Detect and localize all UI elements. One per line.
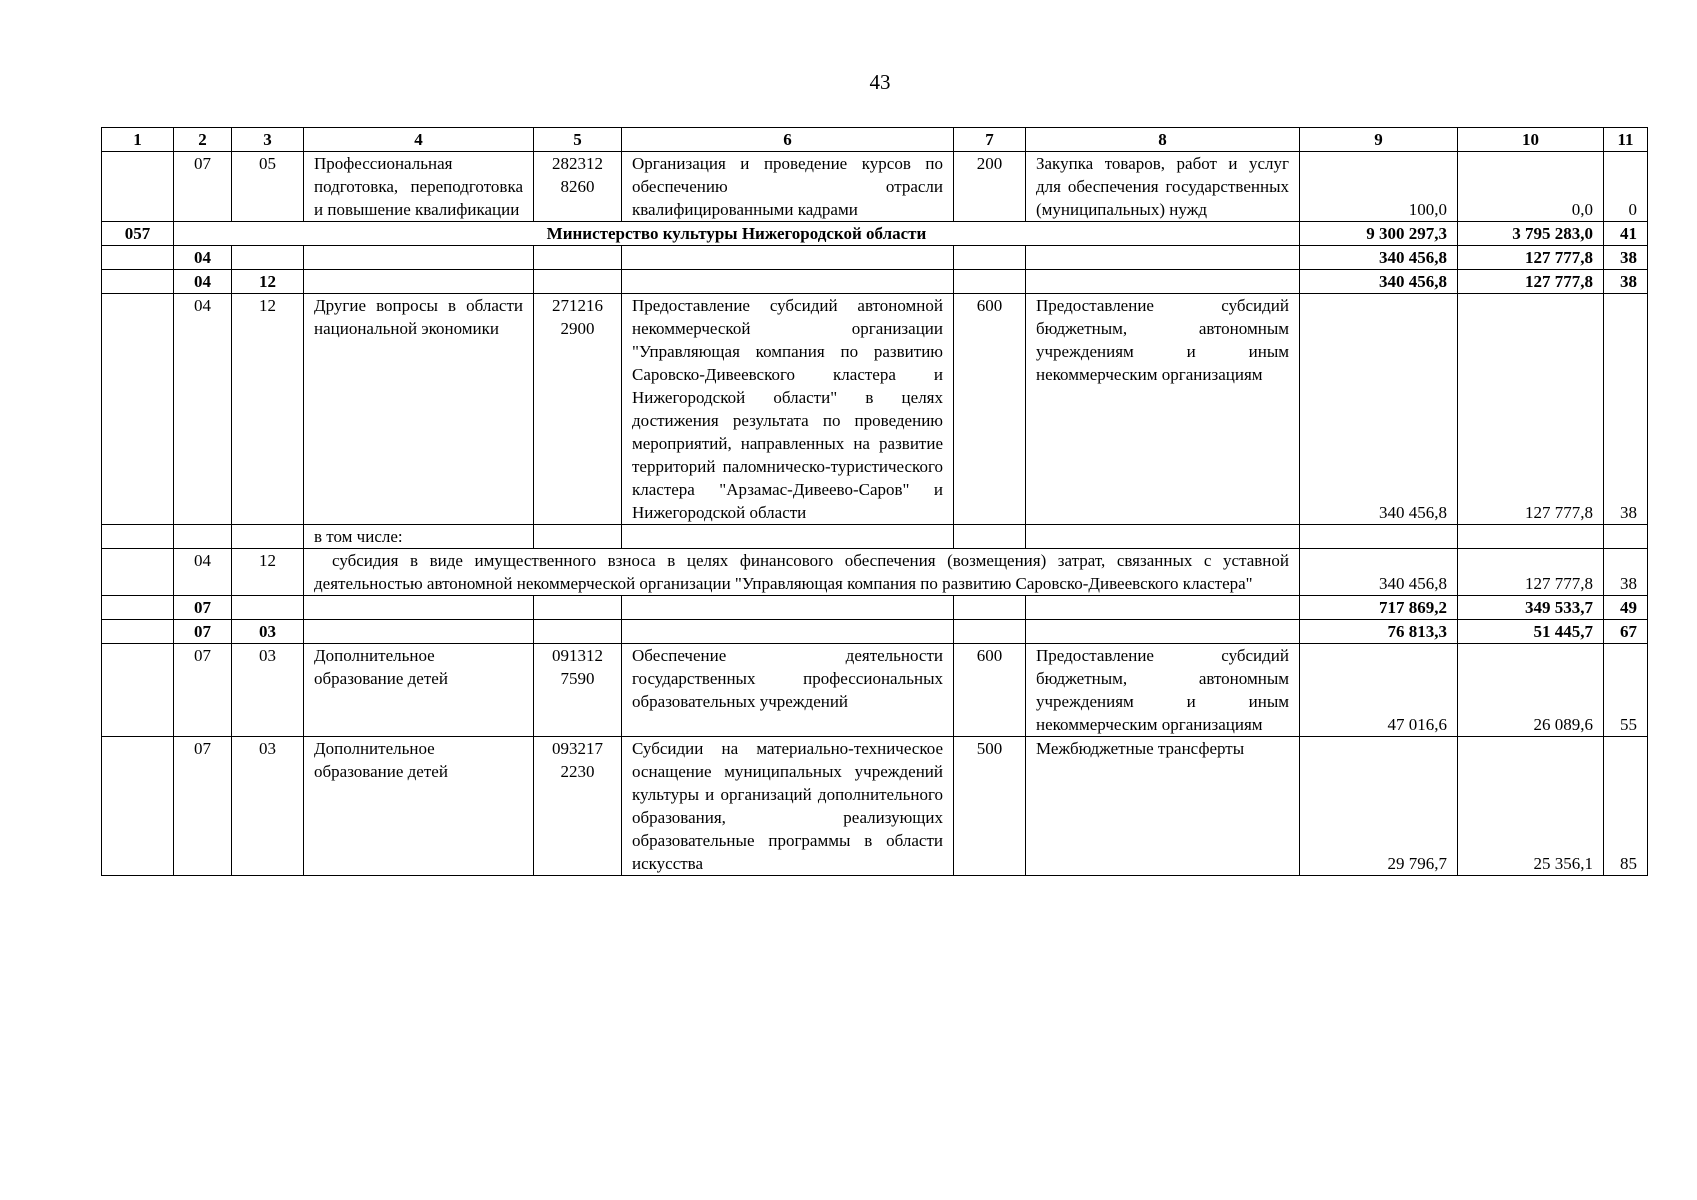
budget-table <box>101 127 1648 876</box>
cell-admin <box>102 294 174 525</box>
cell-admin <box>102 525 174 549</box>
cell-actual <box>1458 525 1604 549</box>
cell-plan: 76 813,3 <box>1300 620 1458 644</box>
cell-plan: 100,0 <box>1300 152 1458 222</box>
cell-subsection-name: Профессиональная подготовка, переподготовка и повышение квалификации <box>304 152 534 222</box>
cell-expense-code <box>954 620 1026 644</box>
cell-expense-name <box>1026 525 1300 549</box>
cell-expense-code: 200 <box>954 152 1026 222</box>
cell-section: 04 <box>174 294 232 525</box>
cell-expense-code <box>954 525 1026 549</box>
cell-target-name: Организация и проведение курсов по обеспечению отрасли квалифицированными кадрами <box>622 152 954 222</box>
cell-percent: 85 <box>1604 737 1648 876</box>
cell-subsection <box>232 246 304 270</box>
cell-subsection-name: Другие вопросы в области национальной экономики <box>304 294 534 525</box>
cell-actual: 349 533,7 <box>1458 596 1604 620</box>
header-cell: 5 <box>534 128 622 152</box>
cell-admin: 057 <box>102 222 174 246</box>
cell-plan: 340 456,8 <box>1300 246 1458 270</box>
cell-percent: 38 <box>1604 246 1648 270</box>
cell-section: 07 <box>174 620 232 644</box>
cell-expense-name <box>1026 270 1300 294</box>
cell-actual: 25 356,1 <box>1458 737 1604 876</box>
cell-actual: 51 445,7 <box>1458 620 1604 644</box>
cell-subsection: 12 <box>232 270 304 294</box>
cell-admin <box>102 620 174 644</box>
cell-admin <box>102 737 174 876</box>
header-cell: 4 <box>304 128 534 152</box>
cell-expense-name: Закупка товаров, работ и услуг для обеспечения государственных (муниципальных) нужд <box>1026 152 1300 222</box>
header-cell: 1 <box>102 128 174 152</box>
cell-section <box>174 525 232 549</box>
header-cell: 7 <box>954 128 1026 152</box>
cell-target-code: 271216 2900 <box>534 294 622 525</box>
cell-section: 04 <box>174 246 232 270</box>
cell-subsidy-description: субсидия в виде имущественного взноса в целях финансового обеспечения (возмещения) затрат, связанных с уставной деятельностью автономной некоммерческой организации "Управляющая компания по развитию Саровско-Дивеевского кластера" <box>304 549 1300 596</box>
cell-expense-name: Предоставление субсидий бюджетным, автономным учреждениям и иным некоммерческим организациям <box>1026 294 1300 525</box>
cell-subsection: 03 <box>232 644 304 737</box>
table-row-subsection-total <box>102 270 1648 294</box>
cell-percent <box>1604 525 1648 549</box>
cell-expense-name: Предоставление субсидий бюджетным, автономным учреждениям и иным некоммерческим организациям <box>1026 644 1300 737</box>
cell-percent: 67 <box>1604 620 1648 644</box>
cell-admin <box>102 270 174 294</box>
table-row-subsection-total <box>102 620 1648 644</box>
header-cell: 11 <box>1604 128 1648 152</box>
table-row-section-total <box>102 246 1648 270</box>
cell-target-name: Предоставление субсидий автономной некоммерческой организации "Управляющая компания по развитию Саровско-Дивеевского кластера и Нижегородской области" в целях достижения результата по проведению мероприятий, направленных на развитие территорий паломническо-туристического кластера "Арзамас-Дивеево-Саров" и Нижегородской области <box>622 294 954 525</box>
cell-expense-code <box>954 596 1026 620</box>
cell-subsection-name <box>304 620 534 644</box>
cell-target-name: Обеспечение деятельности государственных профессиональных образовательных учреждений <box>622 644 954 737</box>
page-number: 43 <box>869 70 891 94</box>
cell-admin <box>102 596 174 620</box>
header-cell: 2 <box>174 128 232 152</box>
cell-subsection: 12 <box>232 294 304 525</box>
cell-subsection: 03 <box>232 737 304 876</box>
table-row <box>102 152 1648 222</box>
cell-target-code <box>534 620 622 644</box>
cell-plan: 340 456,8 <box>1300 549 1458 596</box>
cell-plan: 9 300 297,3 <box>1300 222 1458 246</box>
cell-actual: 127 777,8 <box>1458 549 1604 596</box>
cell-plan: 717 869,2 <box>1300 596 1458 620</box>
cell-percent: 38 <box>1604 294 1648 525</box>
header-cell: 9 <box>1300 128 1458 152</box>
cell-target-code <box>534 246 622 270</box>
cell-actual: 0,0 <box>1458 152 1604 222</box>
cell-section: 07 <box>174 596 232 620</box>
cell-expense-code <box>954 246 1026 270</box>
cell-actual: 26 089,6 <box>1458 644 1604 737</box>
header-cell: 6 <box>622 128 954 152</box>
cell-plan: 340 456,8 <box>1300 294 1458 525</box>
cell-section: 04 <box>174 270 232 294</box>
cell-percent: 0 <box>1604 152 1648 222</box>
cell-admin <box>102 152 174 222</box>
cell-actual: 3 795 283,0 <box>1458 222 1604 246</box>
cell-subsection-name <box>304 596 534 620</box>
cell-subsection-name: Дополнительное образование детей <box>304 737 534 876</box>
table-row-subsidy-detail <box>102 549 1648 596</box>
cell-expense-name <box>1026 596 1300 620</box>
cell-subsection-name <box>304 270 534 294</box>
ministry-title: Министерство культуры Нижегородской области <box>174 222 1300 246</box>
cell-expense-code: 600 <box>954 644 1026 737</box>
cell-subsection <box>232 525 304 549</box>
cell-expense-name <box>1026 246 1300 270</box>
cell-subsection: 05 <box>232 152 304 222</box>
header-cell: 3 <box>232 128 304 152</box>
cell-expense-code <box>954 270 1026 294</box>
table-row <box>102 294 1648 525</box>
cell-plan: 340 456,8 <box>1300 270 1458 294</box>
cell-admin <box>102 246 174 270</box>
cell-target-code: 093217 2230 <box>534 737 622 876</box>
cell-actual: 127 777,8 <box>1458 270 1604 294</box>
cell-percent: 49 <box>1604 596 1648 620</box>
cell-percent: 38 <box>1604 549 1648 596</box>
cell-percent: 38 <box>1604 270 1648 294</box>
table-row-including <box>102 525 1648 549</box>
cell-target-code: 282312 8260 <box>534 152 622 222</box>
cell-expense-code: 500 <box>954 737 1026 876</box>
table-row-section-total <box>102 596 1648 620</box>
cell-subsection: 03 <box>232 620 304 644</box>
cell-subsection <box>232 596 304 620</box>
cell-target-name <box>622 596 954 620</box>
cell-percent: 55 <box>1604 644 1648 737</box>
header-cell: 8 <box>1026 128 1300 152</box>
cell-target-name <box>622 620 954 644</box>
header-cell: 10 <box>1458 128 1604 152</box>
cell-section: 07 <box>174 644 232 737</box>
cell-admin <box>102 644 174 737</box>
cell-plan: 47 016,6 <box>1300 644 1458 737</box>
cell-target-code: 091312 7590 <box>534 644 622 737</box>
cell-subsection-name: Дополнительное образование детей <box>304 644 534 737</box>
table-row <box>102 737 1648 876</box>
cell-section: 07 <box>174 737 232 876</box>
cell-target-code <box>534 525 622 549</box>
cell-plan: 29 796,7 <box>1300 737 1458 876</box>
cell-actual: 127 777,8 <box>1458 294 1604 525</box>
table-row <box>102 644 1648 737</box>
cell-target-code <box>534 596 622 620</box>
cell-percent: 41 <box>1604 222 1648 246</box>
cell-expense-code: 600 <box>954 294 1026 525</box>
cell-target-name <box>622 246 954 270</box>
cell-including-label: в том числе: <box>304 525 534 549</box>
cell-actual: 127 777,8 <box>1458 246 1604 270</box>
cell-expense-name <box>1026 620 1300 644</box>
cell-admin <box>102 549 174 596</box>
cell-section: 04 <box>174 549 232 596</box>
cell-subsection-name <box>304 246 534 270</box>
table-header-row <box>102 128 1648 152</box>
cell-subsection: 12 <box>232 549 304 596</box>
table-row-ministry <box>102 222 1648 246</box>
cell-target-code <box>534 270 622 294</box>
cell-section: 07 <box>174 152 232 222</box>
cell-expense-name: Межбюджетные трансферты <box>1026 737 1300 876</box>
cell-target-name <box>622 525 954 549</box>
cell-target-name <box>622 270 954 294</box>
cell-target-name: Субсидии на материально-техническое оснащение муниципальных учреждений культуры и организаций дополнительного образования, реализующих образовательные программы в области искусства <box>622 737 954 876</box>
cell-plan <box>1300 525 1458 549</box>
